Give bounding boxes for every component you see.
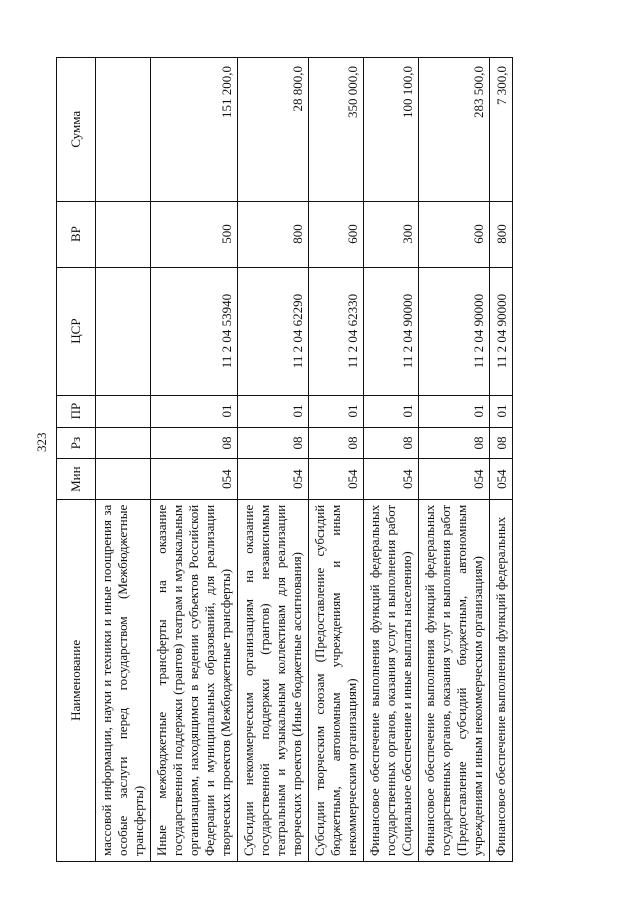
row-csr bbox=[96, 267, 151, 395]
row-sum bbox=[96, 58, 151, 202]
table-header-row bbox=[57, 58, 96, 862]
row-name: массовой информации, науки и техники и иные поощрения за особые заслуги перед государством (Межбюджетные трансферты) bbox=[96, 499, 151, 861]
row-rz: 08 bbox=[490, 427, 513, 459]
row-min: 054 bbox=[309, 459, 364, 499]
row-rz bbox=[96, 427, 151, 459]
table-row bbox=[364, 58, 419, 862]
row-vr: 500 bbox=[151, 201, 238, 267]
row-csr: 11 2 04 62290 bbox=[238, 267, 309, 395]
row-name: Субсидии творческим союзам (Предоставление субсидий бюджетным, автономным учреждениям и иным некоммерческим организациям) bbox=[309, 499, 364, 861]
row-min: 054 bbox=[238, 459, 309, 499]
row-vr: 300 bbox=[364, 201, 419, 267]
table-row bbox=[309, 58, 364, 862]
row-min: 054 bbox=[364, 459, 419, 499]
row-vr: 800 bbox=[490, 201, 513, 267]
row-rz: 08 bbox=[309, 427, 364, 459]
row-csr: 11 2 04 90000 bbox=[490, 267, 513, 395]
row-name: Финансовое обеспечение выполнения функций федеральных государственных органов, оказания услуг и выполнения работ (Предоставление субсидий бюджетным, автономным учреждениям и иным некоммерческим организациям) bbox=[419, 499, 490, 861]
row-rz: 08 bbox=[364, 427, 419, 459]
budget-table bbox=[56, 57, 513, 862]
row-pr: 01 bbox=[419, 395, 490, 427]
row-min bbox=[96, 459, 151, 499]
page-number: 323 bbox=[34, 432, 49, 452]
table-row bbox=[238, 58, 309, 862]
row-rz: 08 bbox=[419, 427, 490, 459]
row-pr: 01 bbox=[151, 395, 238, 427]
row-pr: 01 bbox=[309, 395, 364, 427]
row-vr bbox=[96, 201, 151, 267]
table-row bbox=[490, 58, 513, 862]
header-csr: ЦСР bbox=[57, 267, 96, 395]
table-row bbox=[151, 58, 238, 862]
header-vr: ВР bbox=[57, 201, 96, 267]
row-name: Иные межбюджетные трансферты на оказание государственной поддержки (грантов) театрам и музыкальным организациям, находящимся в ведении субъектов Российской Федерации и муниципальных образований, для реализации творческих проектов (Межбюджетные трансферты) bbox=[151, 499, 238, 861]
row-pr bbox=[96, 395, 151, 427]
table-row bbox=[419, 58, 490, 862]
row-csr: 11 2 04 90000 bbox=[419, 267, 490, 395]
row-name: Субсидии некоммерческим организациям на оказание государственной поддержки (грантов) независимым театральным и музыкальным коллективам для реализации творческих проектов (Иные бюджетные ассигнования) bbox=[238, 499, 309, 861]
table-row bbox=[96, 58, 151, 862]
row-csr: 11 2 04 62330 bbox=[309, 267, 364, 395]
row-vr: 800 bbox=[238, 201, 309, 267]
row-name: Финансовое обеспечение выполнения функций федеральных bbox=[490, 499, 513, 861]
row-sum: 350 000,0 bbox=[309, 58, 364, 202]
row-sum: 100 100,0 bbox=[364, 58, 419, 202]
row-rz: 08 bbox=[151, 427, 238, 459]
row-vr: 600 bbox=[419, 201, 490, 267]
header-pr: ПР bbox=[57, 395, 96, 427]
row-pr: 01 bbox=[364, 395, 419, 427]
row-sum: 283 500,0 bbox=[419, 58, 490, 202]
rotated-table-container bbox=[56, 57, 626, 862]
row-rz: 08 bbox=[238, 427, 309, 459]
row-sum: 7 300,0 bbox=[490, 58, 513, 202]
header-sum: Сумма bbox=[57, 58, 96, 202]
row-csr: 11 2 04 90000 bbox=[364, 267, 419, 395]
header-name: Наименование bbox=[57, 499, 96, 861]
row-csr: 11 2 04 53940 bbox=[151, 267, 238, 395]
row-min: 054 bbox=[419, 459, 490, 499]
row-pr: 01 bbox=[490, 395, 513, 427]
header-rz: Рз bbox=[57, 427, 96, 459]
row-name: Финансовое обеспечение выполнения функций федеральных государственных органов, оказания услуг и выполнения работ (Социальное обеспечение и иные выплаты населению) bbox=[364, 499, 419, 861]
row-vr: 600 bbox=[309, 201, 364, 267]
row-min: 054 bbox=[151, 459, 238, 499]
row-sum: 151 200,0 bbox=[151, 58, 238, 202]
header-min: Мин bbox=[57, 459, 96, 499]
row-sum: 28 800,0 bbox=[238, 58, 309, 202]
row-min: 054 bbox=[490, 459, 513, 499]
row-pr: 01 bbox=[238, 395, 309, 427]
